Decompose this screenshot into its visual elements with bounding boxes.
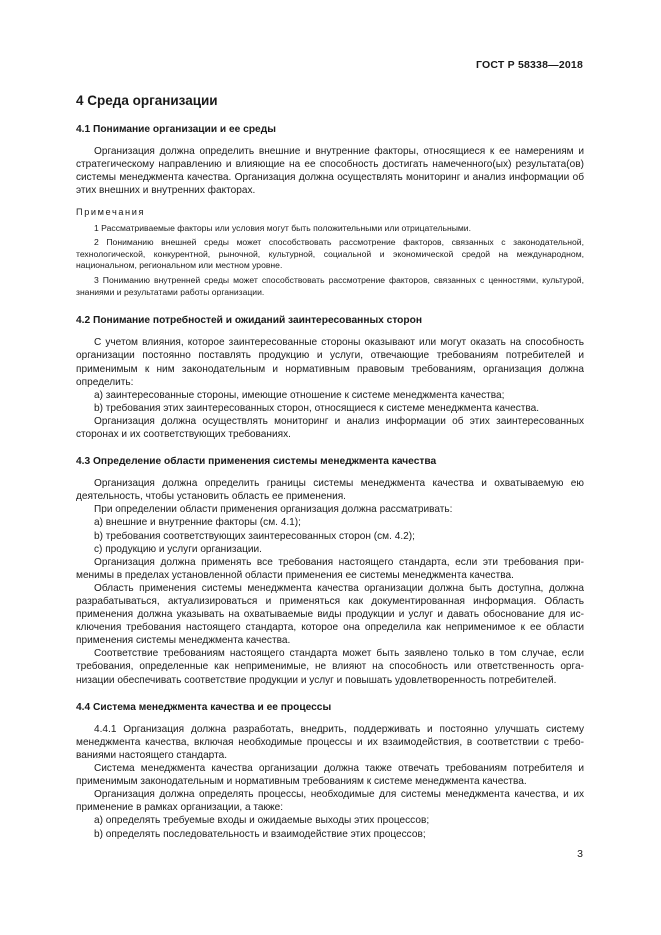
paragraph: Организация должна осуществлять мониторинг и анализ информации об этих заинтересованных сторонах и их соответствующих требованиях. <box>76 415 584 440</box>
list-item: a) заинтересованные стороны, имеющие отношение к системе менеджмента качества; <box>94 389 505 401</box>
paragraph: Организация должна определить границы системы менеджмента качества и охватываемую ею деятельность, чтобы установить область ее применения. <box>76 478 584 503</box>
note-3: 3 Пониманию внутренней среды может способствовать рассмотрение факторов, связанных с ценностями, культурой, знаниями и результатами работы организации. <box>76 275 584 297</box>
subsection-title-4-2: 4.2 Понимание потребностей и ожиданий заинтересованных сторон <box>76 315 423 327</box>
paragraph: Область применения системы менеджмента качества организации должна быть доступна, должна разрабатываться, актуализироваться и применяться как документированная информация. Область применения должна указывать на охватываемые виды продукции и услуг и давать обоснование для исключения требования настоящего стандарта, которое она определила как неприменимое к ее области применения системы менеджмента качества. <box>76 582 584 647</box>
paragraph: Соответствие требованиям настоящего стандарта может быть заявлено только в том случае, если требования, определенные как неприменимые, не влияют на способность или ответственность организации обеспечивать соответствие продукции и услуг и повышать удовлетворенность потребителей. <box>76 648 584 686</box>
note-1: 1 Рассматриваемые факторы или условия могут быть положительными или отрицательными. <box>94 222 471 233</box>
section-title: 4 Среда организации <box>76 93 218 108</box>
paragraph: 4.4.1 Организация должна разработать, внедрить, поддерживать и постоянно улучшать систему менеджмента качества, включая необходимые процессы и их взаимодействия, в соответствии с требованиями настоящего стандарта. <box>76 723 584 761</box>
note-2: 2 Пониманию внешней среды может способствовать рассмотрение факторов, связанных с законодательной, технологической, конкурентной, рыночной, культурной, социальной и экономической средой на международном, национальном, региональном или местном уровне. <box>76 237 584 271</box>
subsection-title-4-4: 4.4 Система менеджмента качества и ее процессы <box>76 701 332 713</box>
paragraph: Организация должна применять все требования настоящего стандарта, если эти требования применимы в пределах установленной области применения ее системы менеджмента качества. <box>76 556 584 581</box>
paragraph: Система менеджмента качества организации должна также отвечать требованиям потребителя и применимым законодательным и нормативным требованиям к системе менеджмента качества. <box>76 763 584 788</box>
list-item: a) внешние и внутренние факторы (см. 4.1); <box>94 517 301 529</box>
list-item: c) продукцию и услуги организации. <box>94 543 262 555</box>
paragraph: Организация должна определять процессы, необходимые для системы менеджмента качества, и их применение в рамках организации, а также: <box>76 789 584 814</box>
subsection-title-4-3: 4.3 Определение области применения системы менеджмента качества <box>76 456 437 468</box>
list-item: b) требования этих заинтересованных сторон, относящиеся к системе менеджмента качества. <box>94 402 540 414</box>
notes-title: Примечания <box>76 206 146 217</box>
page-number: 3 <box>577 848 583 860</box>
paragraph: С учетом влияния, которое заинтересованные стороны оказывают или могут оказать на способность организации постоянно поставлять продукцию и услуги, отвечающие требованиям потребителей и применимым к ним законодательным и нормативным правовым требованиям, организация должна определить: <box>76 337 584 388</box>
list-item: a) определять требуемые входы и ожидаемые выходы этих процессов; <box>94 815 430 827</box>
subsection-title-4-1: 4.1 Понимание организации и ее среды <box>76 124 276 136</box>
paragraph: Организация должна определить внешние и внутренние факторы, относящиеся к ее намерениям и стратегическому направлению и влияющие на ее способность достигать намеченного(ых) результата(ов) системы менеджмента качества. Организация должна осуществлять мониторинг и анализ информации об этих внешних и внутренних факторах. <box>76 146 584 197</box>
standard-header: ГОСТ Р 58338—2018 <box>475 59 583 71</box>
page-content <box>76 90 584 841</box>
list-item: b) определять последовательность и взаимодействие этих процессов; <box>94 828 426 840</box>
paragraph: При определении области применения организация должна рассматривать: <box>94 504 453 516</box>
list-item: b) требования соответствующих заинтересованных сторон (см. 4.2); <box>94 530 415 542</box>
